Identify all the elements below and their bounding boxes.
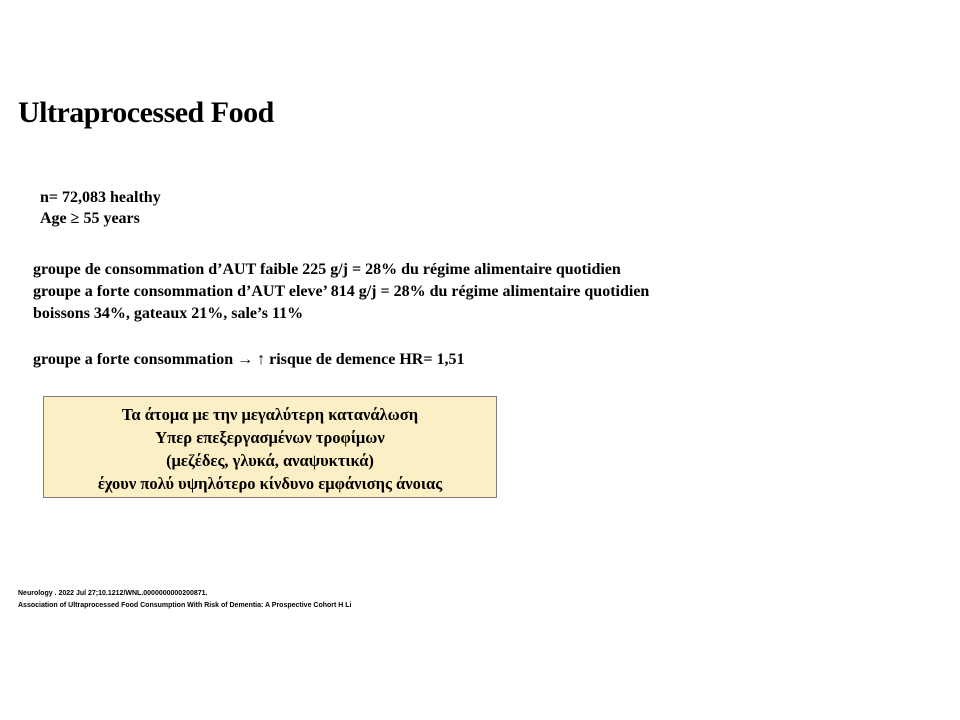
callout-line: έχουν πολύ υψηλότερο κίνδυνο εμφάνισης άνοιας bbox=[97, 474, 443, 493]
consumption-groups bbox=[33, 259, 649, 325]
callout-line: Τα άτομα με την μεγαλύτερη κατανάλωση bbox=[121, 405, 419, 424]
cohort-stats bbox=[40, 187, 161, 229]
callout-line: Υπερ επεξεργασμένων τροφίμων bbox=[155, 428, 385, 447]
cohort-size: n= 72,083 healthy bbox=[40, 189, 161, 206]
low-consumption-line: groupe de consommation d’AUT faible 225 g/j = 28% du régime alimentaire quotidien bbox=[33, 261, 621, 278]
slide-title: Ultraprocessed Food bbox=[18, 96, 274, 129]
citation-title: Association of Ultraprocessed Food Consumption With Risk of Dementia: A Prospective Cohort H Li bbox=[18, 602, 352, 609]
cohort-age: Age ≥ 55 years bbox=[40, 210, 140, 227]
callout-line: (μεζέδες, γλυκά, αναψυκτικά) bbox=[166, 451, 374, 470]
reference-citation bbox=[18, 588, 352, 612]
food-breakdown-line: boissons 34%, gateaux 21%, sale’s 11% bbox=[33, 305, 304, 322]
high-consumption-line: groupe a forte consommation d’AUT eleve’ 814 g/j = 28% du régime alimentaire quotidien bbox=[33, 283, 650, 300]
greek-callout-box bbox=[43, 396, 497, 498]
dementia-risk-line: groupe a forte consommation → ↑ risque de demence HR= 1,51 bbox=[33, 351, 465, 368]
citation-journal: Neurology . 2022 Jul 27;10.1212/WNL.0000000000200871. bbox=[18, 590, 208, 597]
